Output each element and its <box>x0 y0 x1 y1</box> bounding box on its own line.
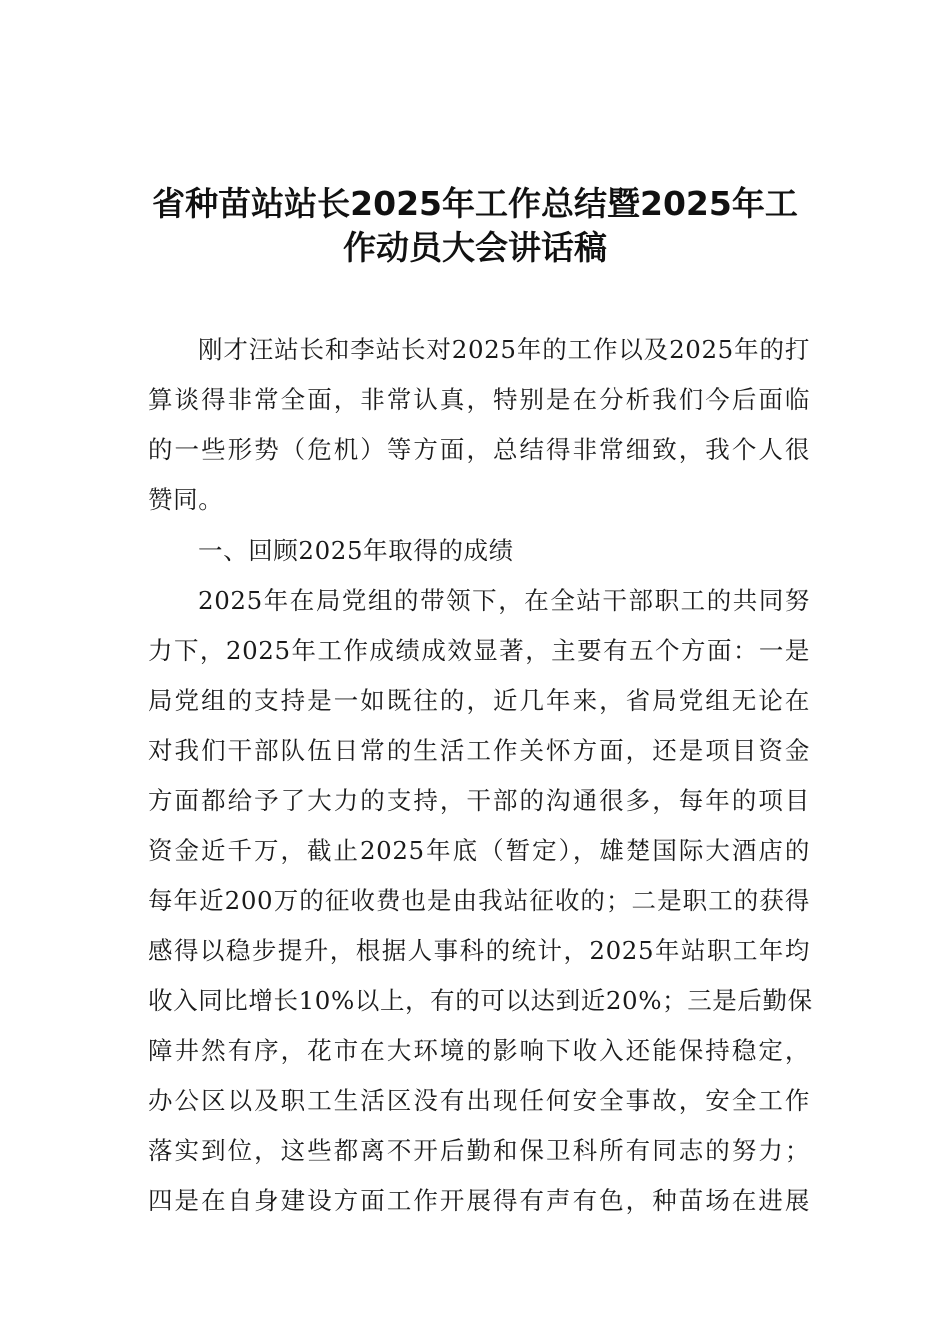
paragraph-2-line: 四是在自身建设方面工作开展得有声有色，种苗场在进展 <box>148 1186 810 1215</box>
document-title-line-2: 作动员大会讲话稿 <box>343 228 607 267</box>
paragraph-2-line: 局党组的支持是一如既往的，近几年来，省局党组无论在 <box>148 686 810 715</box>
paragraph-2-line: 每年近200万的征收费也是由我站征收的；二是职工的获得 <box>148 886 810 915</box>
section-heading: 一、回顾2025年取得的成绩 <box>198 536 514 565</box>
paragraph-2-line: 落实到位，这些都离不开后勤和保卫科所有同志的努力； <box>148 1136 810 1165</box>
paragraph-2-line: 方面都给予了大力的支持，干部的沟通很多，每年的项目 <box>148 786 810 815</box>
paragraph-2-line: 收入同比增长10%以上，有的可以达到近20%；三是后勤保 <box>148 986 813 1015</box>
paragraph-2-line: 障井然有序，花市在大环境的影响下收入还能保持稳定， <box>148 1036 810 1065</box>
paragraph-2-line: 2025年在局党组的带领下，在全站干部职工的共同努 <box>198 586 810 615</box>
paragraph-2-line: 对我们干部队伍日常的生活工作关怀方面，还是项目资金 <box>148 736 810 765</box>
paragraph-2-line: 资金近千万，截止2025年底（暂定），雄楚国际大酒店的 <box>148 836 810 865</box>
paragraph-2-line: 办公区以及职工生活区没有出现任何安全事故，安全工作 <box>148 1086 810 1115</box>
paragraph-1-line: 刚才汪站长和李站长对2025年的工作以及2025年的打 <box>198 335 810 364</box>
paragraph-1-line: 算谈得非常全面，非常认真，特别是在分析我们今后面临 <box>148 385 810 414</box>
paragraph-1-line: 的一些形势（危机）等方面，总结得非常细致，我个人很 <box>148 435 810 464</box>
paragraph-2-line: 力下，2025年工作成绩成效显著，主要有五个方面：一是 <box>148 636 810 665</box>
paragraph-2-line: 感得以稳步提升，根据人事科的统计，2025年站职工年均 <box>148 936 810 965</box>
paragraph-1-line: 赞同。 <box>148 485 224 514</box>
document-title-line-1: 省种苗站站长2025年工作总结暨2025年工 <box>152 184 798 223</box>
